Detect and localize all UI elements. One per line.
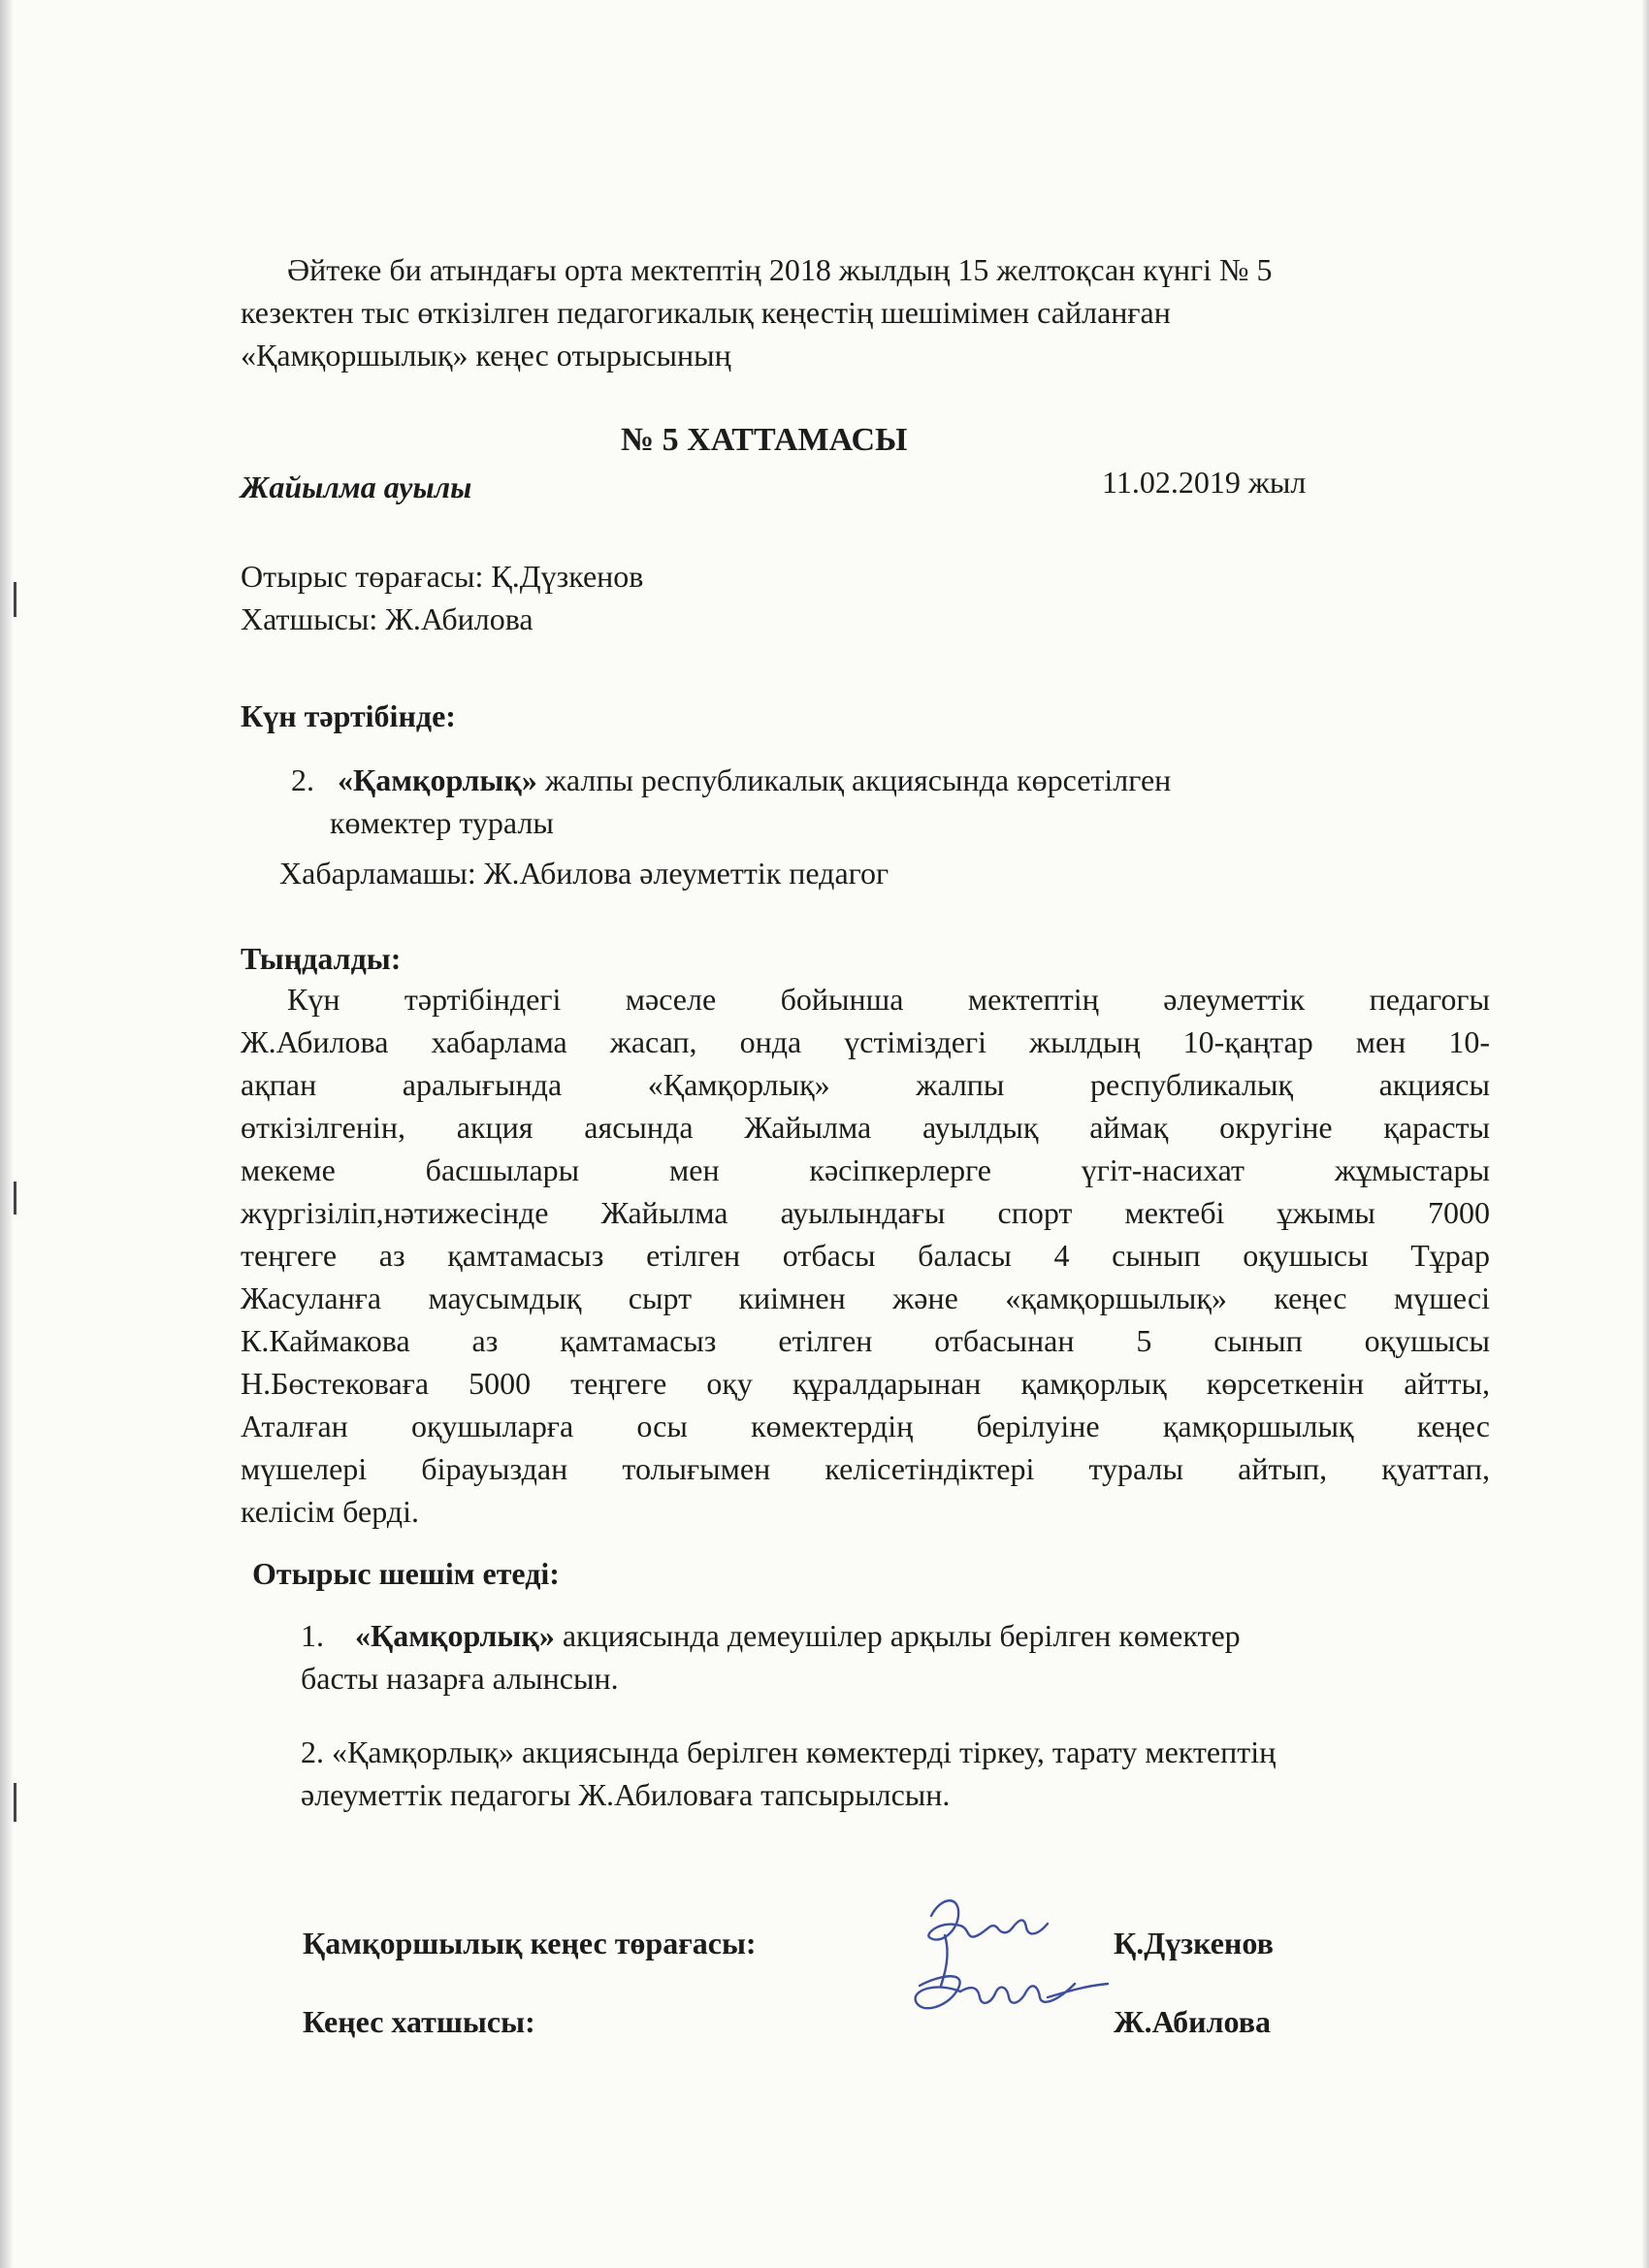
- paragraph-line: Аталған оқушыларға осы көмектердің берілуіне қамқоршылық кеңес: [241, 1409, 1490, 1443]
- scan-mark: [14, 582, 16, 617]
- agenda-item-bold: «Қамқорлық»: [338, 762, 537, 797]
- chair-signature-name: Қ.Дүзкенов: [1114, 1926, 1274, 1960]
- paragraph-line: жүргізіліп,нәтижесінде Жайылма ауылындағы спорт мектебі ұжымы 7000: [241, 1195, 1490, 1230]
- chair-signature: [928, 1900, 1048, 1939]
- paragraph-line: келісім берді.: [241, 1494, 419, 1529]
- scan-edge-left: [0, 0, 14, 2268]
- heard-paragraph: [241, 978, 1490, 1533]
- paragraph-line: Жасуланға маусымдық сырт киімнен және «қамқоршылық» кеңес мүшесі: [241, 1280, 1490, 1315]
- decision-heading: Отырыс шешім етеді:: [252, 1556, 560, 1591]
- place-name: Жайылма ауылы: [241, 470, 472, 504]
- agenda-item-text: жалпы республикалық акциясында көрсетілген: [536, 762, 1172, 797]
- heard-heading: Тыңдалды:: [241, 941, 402, 976]
- paragraph-line: К.Каймакова аз қамтамасыз етілген отбасынан 5 сынып оқушысы: [241, 1323, 1490, 1358]
- decision-item-bold: «Қамқорлық»: [355, 1618, 555, 1653]
- document-date: 11.02.2019 жыл: [1102, 465, 1307, 500]
- scan-mark: [14, 1783, 16, 1822]
- secretary-line: Хатшысы: Ж.Абилова: [241, 601, 534, 636]
- decision-item-2-line-1: 2. «Қамқорлық» акциясында берілген көмектерді тіркеу, тарату мектептің: [301, 1734, 1277, 1769]
- paragraph-line: мүшелері бірауыздан толығымен келісетіндіктері туралы айтып, қуаттап,: [241, 1451, 1490, 1486]
- agenda-item: [279, 759, 1455, 891]
- agenda-heading: Күн тәртібінде:: [241, 698, 456, 733]
- handwritten-signatures: [902, 1877, 1116, 2052]
- paragraph-line: Н.Бөстековаға 5000 теңгеге оқу құралдарынан қамқорлық көрсеткенін айтты,: [241, 1366, 1490, 1401]
- document-title: № 5 ХАТТАМАСЫ: [621, 422, 908, 458]
- chair-line: Отырыс төрағасы: Қ.Дүзкенов: [241, 559, 644, 594]
- paragraph-line: Күн тәртібіндегі мәселе бойынша мектептің әлеуметтік педагогы: [287, 982, 1490, 1017]
- meeting-officers: [241, 555, 643, 640]
- document-header: [241, 248, 1502, 376]
- header-line-1: Әйтеке би атындағы орта мектептің 2018 жылдың 15 желтоқсан күнгі № 5: [287, 252, 1273, 287]
- decision-item-continuation: басты назарға алынсын.: [301, 1661, 619, 1696]
- decision-item-1: [301, 1614, 1241, 1700]
- decision-item-number: 1.: [301, 1618, 324, 1653]
- paragraph-line: ақпан аралығында «Қамқорлық» жалпы республикалық акциясы: [241, 1067, 1490, 1102]
- header-line-2: кезектен тыс өткізілген педагогикалық кеңестің шешімімен сайланған: [241, 295, 1171, 330]
- scan-mark: [14, 1182, 16, 1215]
- decision-item-2: [301, 1731, 1276, 1816]
- secretary-signature-title: Кеңес хатшысы:: [303, 2004, 535, 2039]
- agenda-reporter: Хабарламашы: Ж.Абилова әлеуметтік педагог: [279, 856, 889, 891]
- paragraph-line: Ж.Абилова хабарлама жасап, онда үстіміздегі жылдың 10-қаңтар мен 10-: [241, 1024, 1490, 1059]
- decision-item-text: акциясында демеушілер арқылы берілген көмектер: [554, 1618, 1241, 1653]
- header-line-3: «Қамқоршылық» кеңес отырысының: [241, 338, 731, 373]
- scan-edge-right: [1641, 0, 1649, 2268]
- agenda-item-number: 2.: [291, 762, 314, 797]
- agenda-item-continuation: көмектер туралы: [330, 805, 554, 840]
- secretary-signature: [916, 1976, 960, 2008]
- paragraph-line: мекеме басшылары мен кәсіпкерлерге үгіт-насихат жұмыстары: [241, 1152, 1490, 1187]
- secretary-signature-name: Ж.Абилова: [1114, 2004, 1271, 2039]
- paragraph-line: теңгеге аз қамтамасыз етілген отбасы баласы 4 сынып оқушысы Тұрар: [241, 1238, 1490, 1273]
- decision-item-2-line-2: әлеуметтік педагогы Ж.Абиловаға тапсырылсын.: [301, 1777, 951, 1812]
- paragraph-line: өткізілгенін, акция аясында Жайылма ауылдық аймақ округіне қарасты: [241, 1110, 1490, 1145]
- chair-signature-title: Қамқоршылық кеңес төрағасы:: [303, 1926, 757, 1960]
